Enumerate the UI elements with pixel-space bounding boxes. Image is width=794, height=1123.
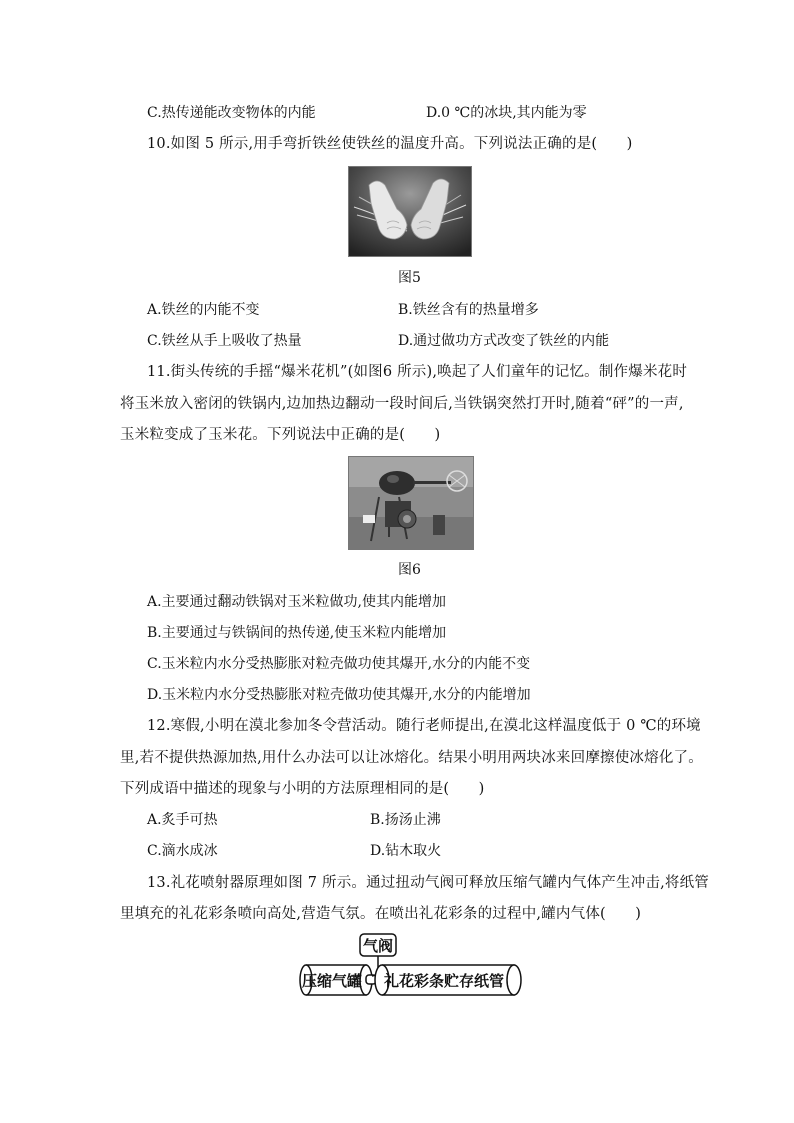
figure-5-caption: 图5	[398, 270, 421, 286]
q11-stem-line-1: 11.街头传统的手摇“爆米花机”(如图6 所示),唤起了人们童年的记忆。制作爆米花时	[147, 364, 688, 380]
tank-label: 压缩气罐	[302, 972, 363, 990]
q11-stem-line-2: 将玉米放入密闭的铁锅内,边加热边翻动一段时间后,当铁锅突然打开时,随着“砰”的一声,	[120, 396, 684, 412]
q9-option-c: C.热传递能改变物体的内能	[147, 105, 316, 121]
q10-option-a: A.铁丝的内能不变	[147, 302, 260, 318]
q10-option-d: D.通过做功方式改变了铁丝的内能	[398, 333, 610, 349]
q12-stem-line-3: 下列成语中描述的现象与小明的方法原理相同的是( )	[120, 781, 485, 797]
q10-option-c: C.铁丝从手上吸收了热量	[147, 333, 302, 349]
q10-option-b: B.铁丝含有的热量增多	[398, 302, 539, 318]
bent-wire-hands-image	[349, 167, 471, 256]
q13-stem-line-1: 13.礼花喷射器原理如图 7 所示。通过扭动气阀可释放压缩气罐内气体产生冲击,将纸管	[147, 875, 710, 891]
tube-right-end	[507, 965, 521, 995]
q11-option-c: C.玉米粒内水分受热膨胀对粒壳做功使其爆开,水分的内能不变	[147, 656, 531, 672]
q12-option-c: C.滴水成冰	[147, 843, 218, 859]
q12-option-b: B.扬汤止沸	[370, 812, 441, 828]
figure-7-diagram	[296, 932, 528, 1000]
q11-stem-line-3: 玉米粒变成了玉米花。下列说法中正确的是( )	[120, 427, 441, 443]
q13-stem-line-2: 里填充的礼花彩条喷向高处,营造气氛。在喷出礼花彩条的过程中,罐内气体( )	[120, 906, 642, 922]
tube-label: 礼花彩条贮存纸管	[384, 972, 505, 990]
popcorn-machine-image	[349, 457, 473, 549]
q9-option-d: D.0 ℃的冰块,其内能为零	[426, 105, 587, 121]
q11-option-d: D.玉米粒内水分受热膨胀对粒壳做功使其爆开,水分的内能增加	[147, 687, 531, 703]
figure-6-photo	[348, 456, 474, 550]
q11-option-a: A.主要通过翻动铁锅对玉米粒做功,使其内能增加	[147, 594, 447, 610]
q12-option-d: D.钻木取火	[370, 843, 442, 859]
q11-option-b: B.主要通过与铁锅间的热传递,使玉米粒内能增加	[147, 625, 447, 641]
q12-option-a: A.炙手可热	[147, 812, 218, 828]
q12-stem-line-1: 12.寒假,小明在漠北参加冬令营活动。随行老师提出,在漠北这样温度低于 0 ℃的环境	[147, 718, 701, 734]
q10-stem: 10.如图 5 所示,用手弯折铁丝使铁丝的温度升高。下列说法正确的是( )	[147, 136, 633, 152]
figure-6-caption: 图6	[398, 562, 421, 578]
q12-stem-line-2: 里,若不提供热源加热,用什么办法可以让冰熔化。结果小明用两块冰来回摩擦使冰熔化了。	[120, 750, 703, 766]
figure-5-photo	[348, 166, 472, 257]
valve-label: 气阀	[362, 937, 394, 955]
